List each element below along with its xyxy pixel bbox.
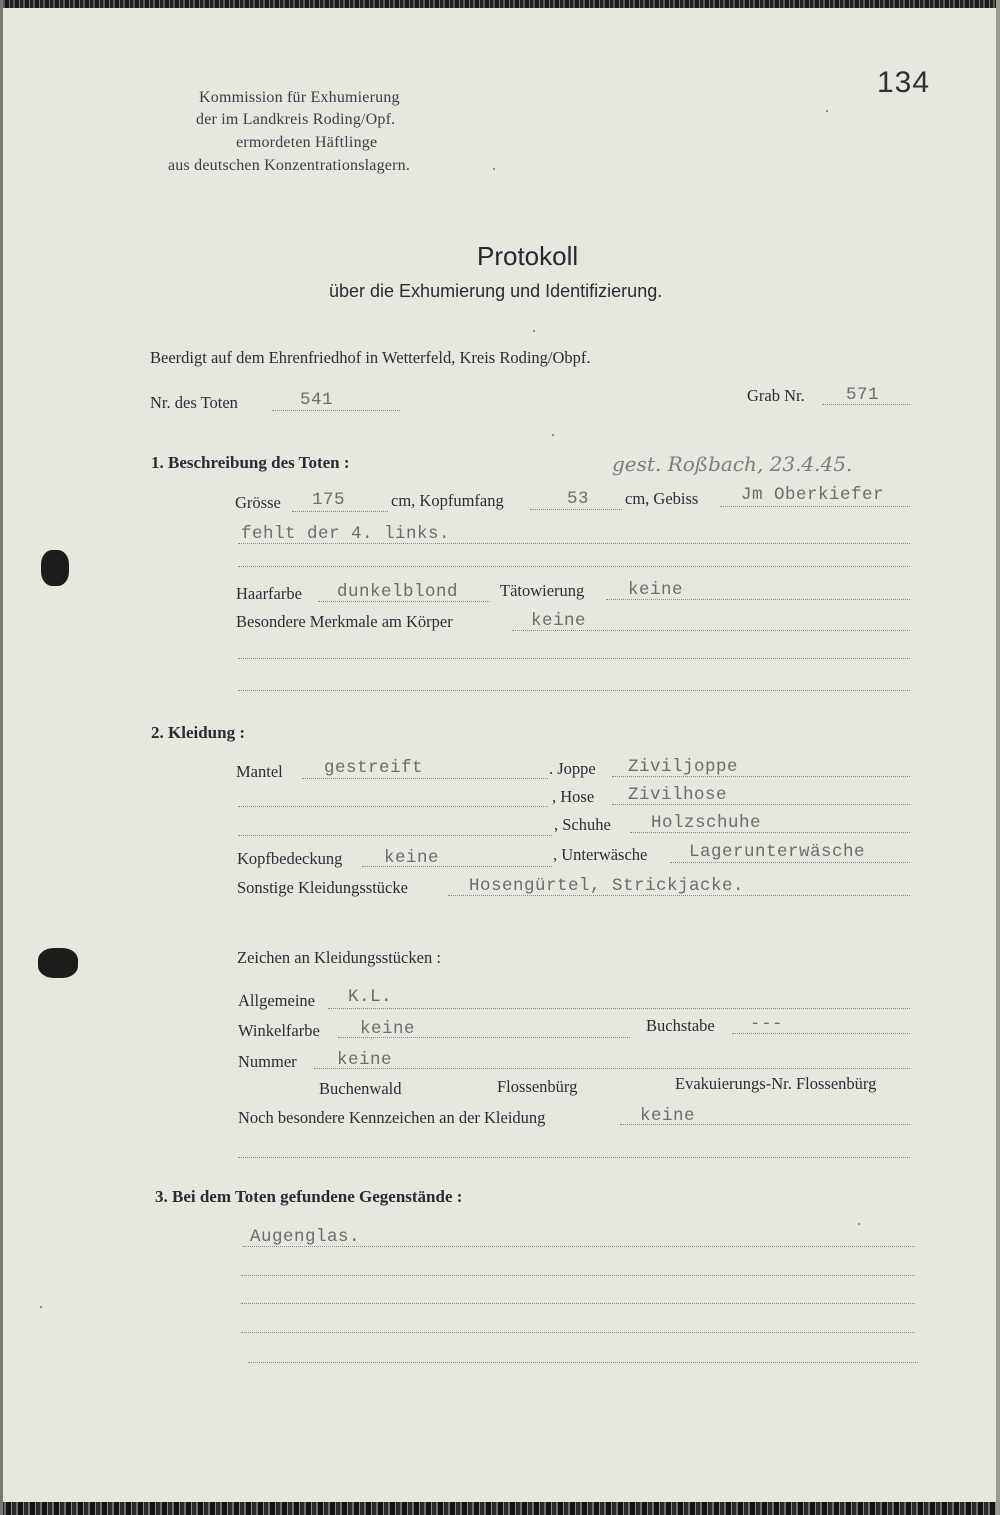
- allgemeine-label: Allgemeine: [238, 991, 315, 1010]
- speck: [40, 1306, 42, 1308]
- gegenstaende-line-4: [241, 1332, 915, 1333]
- blank-line-4: [238, 1157, 910, 1158]
- nr-toten-label: Nr. des Toten: [150, 393, 238, 412]
- joppe-value: Ziviljoppe: [628, 757, 739, 777]
- winkelfarbe-value: keine: [360, 1019, 416, 1039]
- nr-toten-value: 541: [300, 390, 334, 410]
- hose-blank-line: [238, 806, 548, 807]
- nummer-line: [314, 1068, 910, 1069]
- gebiss-label: cm, Gebiss: [625, 489, 699, 508]
- allgemeine-value: K.L.: [348, 987, 393, 1007]
- handwritten-note: gest. Roßbach, 23.4.45.: [612, 452, 853, 476]
- speck: [533, 330, 535, 332]
- buchstabe-label: Buchstabe: [646, 1016, 715, 1035]
- haarfarbe-label: Haarfarbe: [236, 584, 302, 603]
- mantel-line: [302, 778, 548, 779]
- allgemeine-line: [328, 1008, 910, 1009]
- kopfbedeckung-label: Kopfbedeckung: [237, 849, 343, 868]
- schuhe-blank-line: [238, 835, 552, 836]
- unterwaesche-value: Lagerunterwäsche: [689, 842, 866, 862]
- grab-nr-value: 571: [846, 385, 880, 405]
- scan-edge-left: [0, 0, 3, 1515]
- burial-label: Beerdigt auf dem Ehrenfriedhof in Wetterfeld, Kreis Roding/Obpf.: [150, 348, 591, 367]
- merkmale-label: Besondere Merkmale am Körper: [236, 612, 453, 631]
- gegenstaende-line-2: [241, 1275, 915, 1276]
- kopfumfang-value: 53: [567, 489, 590, 509]
- unterwaesche-line: [670, 862, 910, 863]
- gebiss-value-2: fehlt der 4. links.: [241, 524, 451, 544]
- kopfbedeckung-value: keine: [384, 848, 440, 868]
- header-line-1: Kommission für Exhumierung: [199, 89, 400, 106]
- camp-buchenwald: Buchenwald: [319, 1079, 402, 1098]
- speck: [493, 168, 495, 170]
- gegenstaende-line-3: [241, 1303, 915, 1304]
- schuhe-label: , Schuhe: [554, 815, 611, 834]
- mantel-label: Mantel: [236, 762, 283, 781]
- speck: [552, 434, 554, 436]
- blank-line-3: [238, 690, 910, 691]
- groesse-line: [292, 511, 388, 512]
- hose-label: , Hose: [552, 787, 595, 806]
- gebiss-value: Jm Oberkiefer: [741, 485, 885, 505]
- speck: [826, 110, 828, 112]
- nr-toten-line: [272, 410, 400, 411]
- unterwaesche-label: , Unterwäsche: [553, 845, 648, 864]
- sonstige-value: Hosengürtel, Strickjacke.: [469, 876, 745, 896]
- groesse-value: 175: [312, 490, 346, 510]
- scan-edge-bottom: [0, 1502, 1000, 1515]
- header-line-2: der im Landkreis Roding/Opf.: [196, 111, 396, 128]
- nummer-label: Nummer: [238, 1052, 297, 1071]
- taetowierung-label: Tätowierung: [500, 581, 585, 600]
- buchstabe-value: ---: [750, 1014, 784, 1034]
- winkelfarbe-label: Winkelfarbe: [238, 1021, 320, 1040]
- merkmale-value: keine: [531, 611, 587, 631]
- zeichen-label: Zeichen an Kleidungsstücken :: [237, 948, 441, 967]
- joppe-label: . Joppe: [549, 759, 596, 778]
- groesse-label: Grösse: [235, 493, 281, 512]
- haarfarbe-value: dunkelblond: [337, 582, 459, 602]
- header-line-3: ermordeten Häftlinge: [236, 134, 378, 151]
- taetowierung-value: keine: [628, 580, 684, 600]
- kopfumfang-line: [530, 509, 622, 510]
- punch-hole-upper: [41, 550, 69, 586]
- gegenstaende-item-1: Augenglas.: [250, 1227, 361, 1247]
- page-number: 134: [877, 66, 931, 99]
- document-subtitle: über die Exhumierung und Identifizierung.: [329, 281, 663, 301]
- gebiss-line: [720, 506, 910, 507]
- kennzeichen-value: keine: [640, 1106, 696, 1126]
- kopfumfang-label: cm, Kopfumfang: [391, 491, 504, 510]
- document-title: Protokoll: [477, 241, 579, 271]
- scan-edge-top: [0, 0, 1000, 8]
- blank-line-2: [238, 658, 910, 659]
- section-1-heading: 1. Beschreibung des Toten :: [151, 453, 350, 472]
- section-3-heading: 3. Bei dem Toten gefundene Gegenstände :: [155, 1187, 463, 1206]
- schuhe-value: Holzschuhe: [651, 813, 762, 833]
- scan-edge-right: [996, 0, 1000, 1515]
- speck: [858, 1223, 860, 1225]
- section-2-heading: 2. Kleidung :: [151, 723, 245, 742]
- punch-hole-lower: [38, 948, 78, 978]
- kennzeichen-label: Noch besondere Kennzeichen an der Kleidung: [238, 1108, 546, 1127]
- mantel-value: gestreift: [324, 758, 424, 778]
- evakuierungs-label: Evakuierungs-Nr. Flossenbürg: [675, 1074, 877, 1093]
- header-line-4: aus deutschen Konzentrationslagern.: [168, 157, 411, 174]
- camp-flossenbuerg: Flossenbürg: [497, 1077, 578, 1096]
- grab-nr-label: Grab Nr.: [747, 386, 805, 405]
- blank-line-1: [238, 566, 910, 567]
- sonstige-label: Sonstige Kleidungsstücke: [237, 878, 408, 897]
- hose-value: Zivilhose: [628, 785, 728, 805]
- nummer-value: keine: [337, 1050, 393, 1070]
- gegenstaende-line-5: [248, 1362, 918, 1363]
